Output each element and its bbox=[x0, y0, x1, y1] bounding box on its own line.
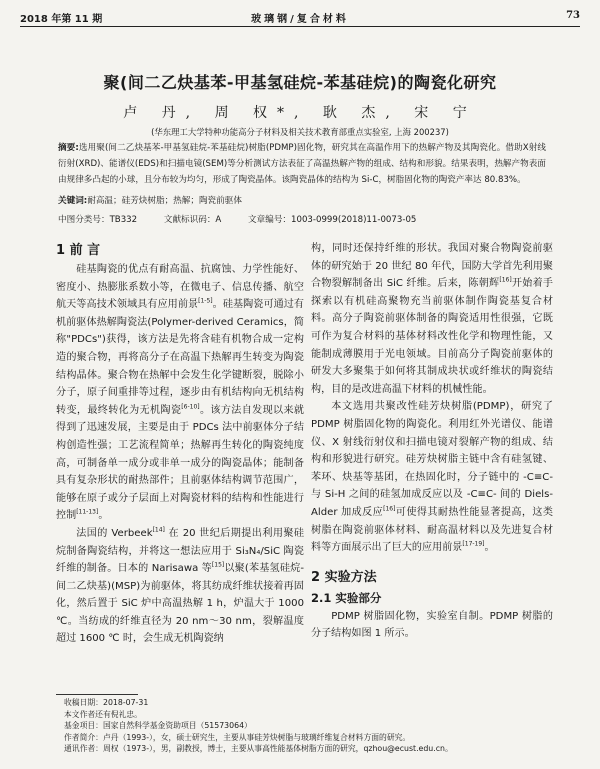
citation: [16] bbox=[383, 505, 396, 513]
intro-paragraph-2: 法国的 Verbeek[14] 在 20 世纪后期提出利用聚硅烷制备陶瓷结构，并将这一想法应用于 Si₃N₄/SiC 陶瓷纤维的制备。日本的 Narisawa 等[15]以聚(苯基氢硅烷-间二乙炔基)(MSP)为前驱体，将其纺成纤维状接着再固化，然后置于 SiC 炉中高温热解 1 h，炉温大于 1000 ℃。当纺成的纤维直径为 20 nm～30 nm，裂解温度超过 1600 ℃ 时，会生成无机陶瓷纳 bbox=[56, 526, 304, 645]
citation: [17-19] bbox=[462, 540, 485, 548]
citation: [1-5] bbox=[198, 297, 213, 305]
left-column bbox=[56, 240, 304, 648]
section-heading-methods: 2 实验方法 bbox=[311, 569, 377, 585]
running-header bbox=[20, 10, 580, 26]
corresponding-author: 通讯作者：周权（1973-），男，副教授，博士，主要从事高性能基体树脂方面的研究，qzhou@ecust.edu.cn。 bbox=[64, 744, 453, 754]
classification-line bbox=[58, 213, 438, 225]
citation: [16] bbox=[499, 276, 512, 284]
issue-label: 2018 年第 11 期 bbox=[20, 14, 103, 25]
footnotes bbox=[64, 697, 564, 755]
section-heading-introduction: 1 前 言 bbox=[56, 243, 101, 258]
coauthor-note: 本文作者还有倪礼忠。 bbox=[64, 709, 142, 719]
header-rule bbox=[20, 26, 580, 27]
keywords-text: 耐高温；硅芳炔树脂；热解；陶瓷前驱体 bbox=[87, 196, 242, 206]
fund-note: 基金项目：国家自然科学基金资助项目（51573064） bbox=[64, 721, 252, 731]
subsection-heading-experiment: 2.1 实验部分 bbox=[311, 590, 382, 605]
keywords-label: 关键词: bbox=[58, 196, 88, 206]
article-number: 文章编号：1003-0999(2018)11-0073-05 bbox=[248, 215, 417, 225]
abstract bbox=[58, 140, 546, 188]
citation: [6-10] bbox=[181, 403, 200, 411]
intro-paragraph-1: 硅基陶瓷的优点有耐高温、抗腐蚀、力学性能好、密度小、热膨胀系数小等，在微电子、信息传播、航空航天等高技术领域具有应用前景[1-5]。硅基陶瓷可通过有机前驱体热解陶瓷法(Polymer-derived Ceramics，简称"PDCs")获得，该方法是先将含硅有机物合成一定构造的聚合物，再将高分子在高温下热解再生转变为陶瓷结构晶体。聚合物在热解中会发生化学键断裂，脱除小分子，原子间重排等过程，逐步由有机结构向无机结构转变，最终转化为无机陶瓷[6-10]。该方法自发现以来就得到了迅速发展，主要是由于 PDCs 法中前驱体分子结构创造性强；工艺流程简单；热解再生转化的陶瓷纯度高，可制备单一成分或非单一成分的陶瓷晶体；能制备具有复杂形状的耐热部件；且前驱体结构调节范围广，能够在原子或分子层面上对陶瓷材料的结构和性能进行控制[11-13]。 bbox=[56, 264, 305, 522]
methods-paragraph-1: PDMP 树脂固化物，实验室自制。PDMP 树脂的分子结构如图 1 所示。 bbox=[311, 610, 553, 640]
intro-paragraph-3: 本文选用共聚改性硅芳炔树脂(PDMP)，研究了 PDMP 树脂固化物的陶瓷化。利用红外光谱仪、能谱仪、X 射线衍射仪和扫描电镜对裂解产物的组成、结构和形貌进行研究。硅芳炔树脂主链中含有硅氢键、苯环、炔基等基团，在热固化时，分子链中的 -C≡C- 与 Si-H 之间的硅氢加成反应以及 -C≡C- 间的 Diels-Alder 加成反应[16]可使得其耐热性能显著提高，这类树脂在陶瓷前驱体材料、耐高温材料以及先进复合材料等方面展示出了巨大的应用前景[17-19]。 bbox=[311, 401, 554, 554]
author-list: 卢 丹, 周 权*, 耿 杰, 宋 宁 bbox=[123, 105, 477, 121]
affiliation: (华东理工大学特种功能高分子材料及相关技术教育部重点实验室, 上海 200237) bbox=[151, 127, 449, 137]
clc-number: 中图分类号：TB332 bbox=[58, 215, 138, 225]
page-number: 73 bbox=[566, 10, 580, 21]
journal-name: 玻璃钢/复合材料 bbox=[251, 14, 349, 25]
citation: [11-13] bbox=[76, 508, 99, 516]
received-date: 收稿日期：2018-07-31 bbox=[64, 698, 149, 707]
citation: [14] bbox=[152, 526, 165, 534]
intro-paragraph-2-continued: 构，同时还保持纤维的形状。我国对聚合物陶瓷前驱体的研究始于 20 世纪 80 年代，国防大学首先利用聚合物裂解制备出 SiC 纤维。后来，陈朝辉[16]开始着手探索以有机硅高聚物充当前驱体制作陶瓷基复合材料。高分子陶瓷前驱体制备的陶瓷适用性很强，它既可作为复合材料的基体材料改性化学和物理性能，又能制成薄膜用于光电领域。目前高分子陶瓷前驱体的研发大多聚集于如何将其制成块状或纤维状的陶瓷结构，目的是改进高温下材料的机械性能。 bbox=[311, 243, 553, 395]
keywords bbox=[58, 194, 242, 206]
document-code: 文献标识码：A bbox=[163, 215, 222, 225]
citation: [15] bbox=[211, 561, 225, 569]
right-column bbox=[311, 240, 553, 643]
paper-title: 聚(间二乙炔基苯-甲基氢硅烷-苯基硅烷)的陶瓷化研究 bbox=[103, 73, 497, 92]
author-intro: 作者简介：卢丹（1993-），女，硕士研究生，主要从事硅芳炔树脂与玻璃纤维复合材料方面的研究。 bbox=[64, 732, 411, 742]
abstract-text: 选用聚(间二乙炔基苯-甲基氢硅烷-苯基硅烷)树脂(PDMP)固化物，研究其在高温作用下的热解产物及其陶瓷化。借助X射线衍射(XRD)、能谱仪(EDS)和扫描电镜(SEM)等分析测试方法表征了高温热解产物的组成、结构和形貌。结果表明，热解产物表面由规律多凸起的小球，且分布较为均匀，形成了陶瓷晶体。该陶瓷晶体的结构为 Si-C，树脂固化物的陶瓷产率达 80.83%。 bbox=[58, 143, 547, 185]
abstract-label: 摘要: bbox=[58, 143, 79, 153]
footnote-rule bbox=[56, 694, 138, 695]
